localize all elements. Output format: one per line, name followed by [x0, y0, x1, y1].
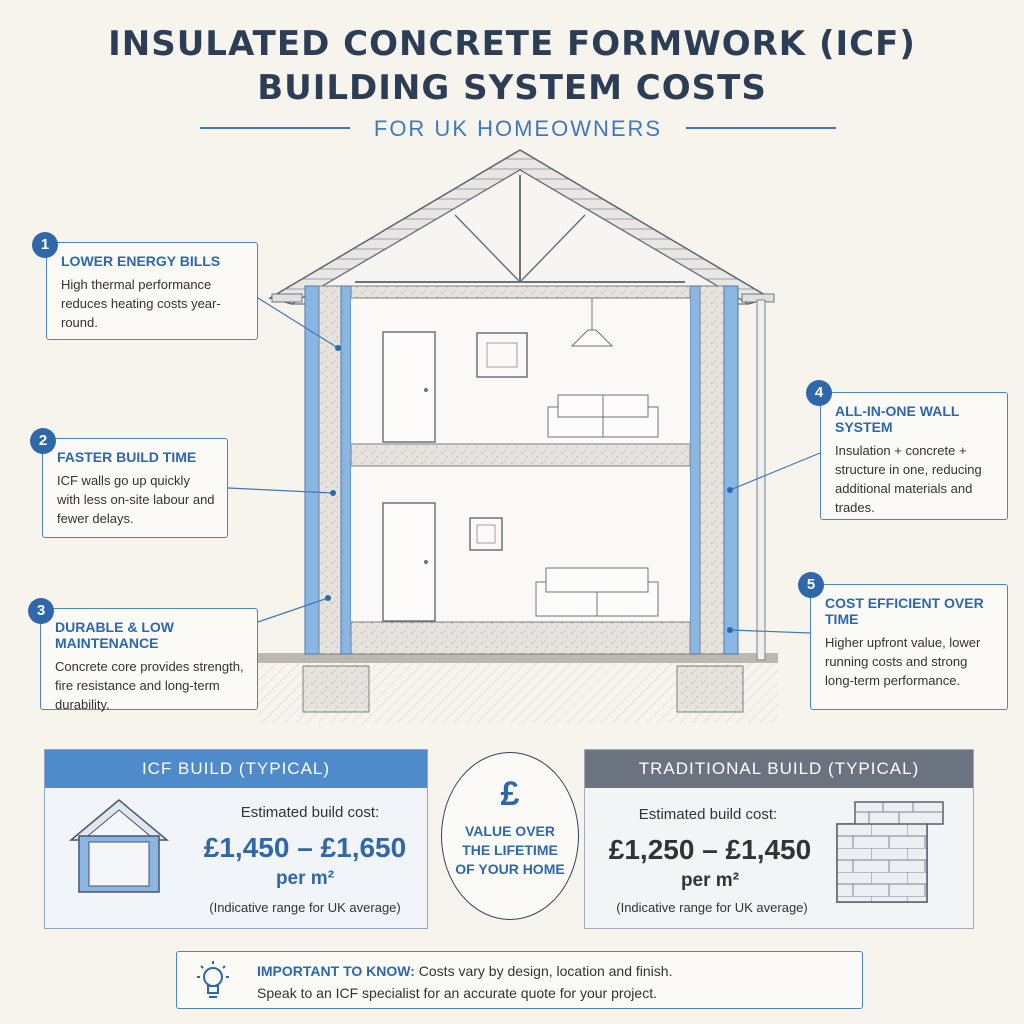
callout-text: Concrete core provides strength, fire resistance and long-term durability. — [55, 659, 244, 712]
traditional-cost-label: Estimated build cost: — [638, 806, 778, 823]
callout-number-5: 5 — [798, 572, 824, 598]
callout-number-3: 3 — [28, 598, 54, 624]
upper-sofa — [548, 395, 658, 437]
icf-wall-right — [690, 286, 738, 654]
note-text-1: Costs vary by design, location and finish. — [418, 963, 673, 979]
icf-cost-panel — [44, 749, 428, 929]
leader-dot-1 — [335, 345, 341, 351]
upper-door-handle — [424, 388, 428, 392]
callout-all-in-one — [820, 392, 1008, 520]
leader-line-4 — [730, 453, 820, 490]
icf-cost-label: Estimated build cost: — [240, 804, 380, 821]
icf-cost-unit: per m² — [275, 868, 335, 889]
traditional-cost-panel — [584, 749, 974, 929]
value-badge — [441, 752, 579, 920]
callout-title: FASTER BUILD TIME — [57, 449, 197, 465]
leader-dot-5 — [727, 627, 733, 633]
icf-cost-note: (Indicative range for UK average) — [209, 900, 401, 915]
traditional-cost-note: (Indicative range for UK average) — [616, 900, 808, 915]
ground-floor-slab — [351, 622, 690, 654]
callout-text: High thermal performance reduces heating costs year-round. — [61, 277, 221, 330]
callout-build-time — [42, 438, 228, 538]
callout-number-1: 1 — [32, 232, 58, 258]
traditional-cost-value: £1,250 – £1,450 — [608, 834, 812, 865]
title-line-2: BUILDING SYSTEM COSTS — [257, 68, 767, 108]
callout-energy-bills — [46, 242, 258, 340]
title-line-1: INSULATED CONCRETE FORMWORK (ICF) — [108, 24, 916, 64]
lower-door-handle — [424, 560, 428, 564]
callout-title: DURABLE & LOW MAINTENANCE — [55, 619, 174, 651]
callout-durable — [40, 608, 258, 710]
callout-title: COST EFFICIENT OVER TIME — [825, 595, 984, 627]
note-line-1 — [257, 963, 672, 979]
icf-panel-heading: ICF BUILD (TYPICAL) — [45, 750, 427, 788]
callout-text: Insulation + concrete + structure in one, reducing additional materials and trades. — [835, 443, 982, 515]
middle-floor-slab — [351, 444, 690, 466]
footing-right — [677, 666, 743, 712]
leader-line-5 — [730, 630, 810, 633]
lower-sofa — [536, 568, 658, 616]
traditional-cost-unit: per m² — [680, 870, 740, 891]
leader-dot-2 — [330, 490, 336, 496]
icf-cost-value: £1,450 – £1,650 — [203, 832, 407, 863]
traditional-panel-heading: TRADITIONAL BUILD (TYPICAL) — [585, 750, 973, 788]
ceiling-slab — [351, 286, 690, 298]
brick-wall-icon — [835, 800, 947, 904]
callout-text: ICF walls go up quickly with less on-site labour and fewer delays. — [57, 473, 215, 526]
important-note — [176, 951, 863, 1009]
callout-title: LOWER ENERGY BILLS — [61, 253, 221, 269]
leader-dot-4 — [727, 487, 733, 493]
footing-left — [303, 666, 369, 712]
note-label: IMPORTANT TO KNOW: — [257, 963, 415, 979]
note-line-2: Speak to an ICF specialist for an accurate quote for your project. — [257, 985, 657, 1001]
lightbulb-icon — [191, 959, 235, 1003]
pound-icon: £ — [500, 775, 520, 813]
icf-house-icon — [67, 796, 171, 896]
leader-dot-3 — [325, 595, 331, 601]
upper-door — [383, 332, 435, 442]
callout-cost-efficient — [810, 584, 1008, 710]
value-badge-text: VALUE OVER THE LIFETIME OF YOUR HOME — [455, 823, 565, 877]
subtitle: FOR UK HOMEOWNERS — [373, 116, 663, 141]
callout-number-4: 4 — [806, 380, 832, 406]
callout-title: ALL-IN-ONE WALL SYSTEM — [835, 403, 960, 435]
callout-text: Higher upfront value, lower running costs and strong long-term performance. — [825, 635, 981, 688]
callout-number-2: 2 — [30, 428, 56, 454]
